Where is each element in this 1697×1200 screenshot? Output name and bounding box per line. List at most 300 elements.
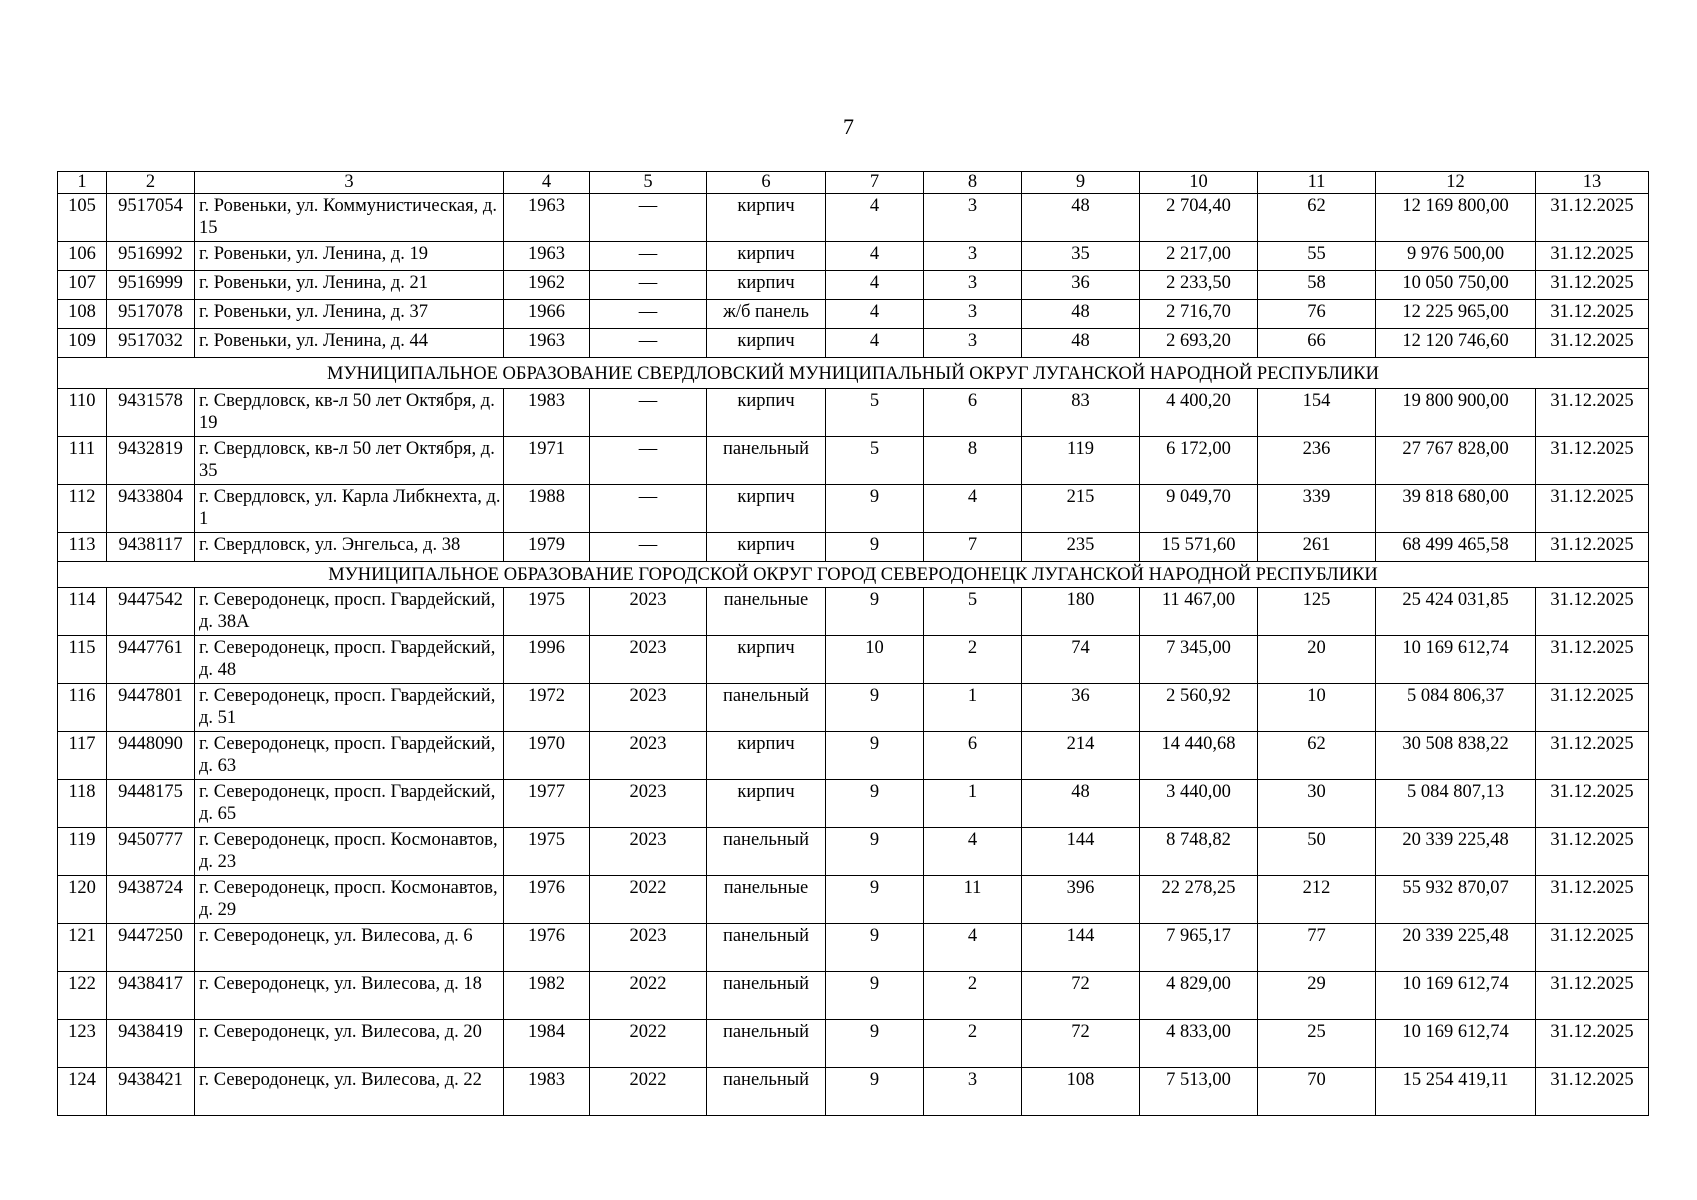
residents-cell: 212 bbox=[1258, 876, 1376, 924]
residents-cell: 30 bbox=[1258, 780, 1376, 828]
overhaul-year-cell: 2023 bbox=[590, 924, 707, 972]
table-row bbox=[58, 828, 1649, 876]
residents-cell: 261 bbox=[1258, 533, 1376, 562]
row-number-cell: 108 bbox=[58, 300, 107, 329]
build-year-cell: 1976 bbox=[504, 876, 590, 924]
residents-cell: 55 bbox=[1258, 242, 1376, 271]
row-number-cell: 124 bbox=[58, 1068, 107, 1116]
floors-cell: 9 bbox=[826, 485, 924, 533]
object-code-cell: 9516992 bbox=[107, 242, 195, 271]
object-code-cell: 9431578 bbox=[107, 389, 195, 437]
wall-material-cell: панельный bbox=[707, 972, 826, 1020]
deadline-cell: 31.12.2025 bbox=[1536, 732, 1649, 780]
table-row bbox=[58, 300, 1649, 329]
overhaul-year-cell: — bbox=[590, 329, 707, 358]
deadline-cell: 31.12.2025 bbox=[1536, 828, 1649, 876]
overhaul-year-cell: 2022 bbox=[590, 1020, 707, 1068]
wall-material-cell: кирпич bbox=[707, 732, 826, 780]
entrances-cell: 3 bbox=[924, 329, 1022, 358]
cost-cell: 20 339 225,48 bbox=[1376, 924, 1536, 972]
address-cell: г. Северодонецк, ул. Вилесова, д. 20 bbox=[195, 1020, 504, 1068]
overhaul-year-cell: — bbox=[590, 389, 707, 437]
area-cell: 7 965,17 bbox=[1140, 924, 1258, 972]
apartments-cell: 235 bbox=[1022, 533, 1140, 562]
area-cell: 2 693,20 bbox=[1140, 329, 1258, 358]
column-header: 2 bbox=[107, 172, 195, 194]
floors-cell: 4 bbox=[826, 194, 924, 242]
row-number-cell: 112 bbox=[58, 485, 107, 533]
address-cell: г. Северодонецк, ул. Вилесова, д. 18 bbox=[195, 972, 504, 1020]
entrances-cell: 7 bbox=[924, 533, 1022, 562]
build-year-cell: 1979 bbox=[504, 533, 590, 562]
section-heading-row bbox=[58, 562, 1649, 588]
build-year-cell: 1996 bbox=[504, 636, 590, 684]
address-cell: г. Свердловск, кв-л 50 лет Октября, д. 35 bbox=[195, 437, 504, 485]
floors-cell: 9 bbox=[826, 533, 924, 562]
table-row bbox=[58, 924, 1649, 972]
build-year-cell: 1963 bbox=[504, 194, 590, 242]
section-heading: МУНИЦИПАЛЬНОЕ ОБРАЗОВАНИЕ ГОРОДСКОЙ ОКРУГ ГОРОД СЕВЕРОДОНЕЦК ЛУГАНСКОЙ НАРОДНОЙ РЕСПУБЛИКИ bbox=[58, 562, 1649, 588]
column-header: 12 bbox=[1376, 172, 1536, 194]
cost-cell: 10 050 750,00 bbox=[1376, 271, 1536, 300]
address-cell: г. Ровеньки, ул. Ленина, д. 21 bbox=[195, 271, 504, 300]
overhaul-year-cell: — bbox=[590, 242, 707, 271]
address-cell: г. Северодонецк, просп. Гвардейский, д. 48 bbox=[195, 636, 504, 684]
address-cell: г. Северодонецк, просп. Гвардейский, д. 63 bbox=[195, 732, 504, 780]
build-year-cell: 1966 bbox=[504, 300, 590, 329]
wall-material-cell: ж/б панель bbox=[707, 300, 826, 329]
floors-cell: 9 bbox=[826, 588, 924, 636]
entrances-cell: 3 bbox=[924, 271, 1022, 300]
entrances-cell: 2 bbox=[924, 1020, 1022, 1068]
deadline-cell: 31.12.2025 bbox=[1536, 972, 1649, 1020]
table-row bbox=[58, 1068, 1649, 1116]
residents-cell: 70 bbox=[1258, 1068, 1376, 1116]
deadline-cell: 31.12.2025 bbox=[1536, 437, 1649, 485]
residents-cell: 20 bbox=[1258, 636, 1376, 684]
object-code-cell: 9438417 bbox=[107, 972, 195, 1020]
entrances-cell: 8 bbox=[924, 437, 1022, 485]
wall-material-cell: кирпич bbox=[707, 271, 826, 300]
wall-material-cell: кирпич bbox=[707, 780, 826, 828]
residents-cell: 77 bbox=[1258, 924, 1376, 972]
overhaul-year-cell: 2023 bbox=[590, 828, 707, 876]
wall-material-cell: кирпич bbox=[707, 389, 826, 437]
deadline-cell: 31.12.2025 bbox=[1536, 780, 1649, 828]
residents-cell: 125 bbox=[1258, 588, 1376, 636]
wall-material-cell: панельный bbox=[707, 924, 826, 972]
area-cell: 9 049,70 bbox=[1140, 485, 1258, 533]
deadline-cell: 31.12.2025 bbox=[1536, 389, 1649, 437]
cost-cell: 19 800 900,00 bbox=[1376, 389, 1536, 437]
apartments-cell: 83 bbox=[1022, 389, 1140, 437]
column-header: 6 bbox=[707, 172, 826, 194]
table-row bbox=[58, 242, 1649, 271]
entrances-cell: 1 bbox=[924, 780, 1022, 828]
residents-cell: 58 bbox=[1258, 271, 1376, 300]
floors-cell: 10 bbox=[826, 636, 924, 684]
area-cell: 4 400,20 bbox=[1140, 389, 1258, 437]
entrances-cell: 2 bbox=[924, 972, 1022, 1020]
area-cell: 6 172,00 bbox=[1140, 437, 1258, 485]
cost-cell: 30 508 838,22 bbox=[1376, 732, 1536, 780]
cost-cell: 68 499 465,58 bbox=[1376, 533, 1536, 562]
deadline-cell: 31.12.2025 bbox=[1536, 194, 1649, 242]
deadline-cell: 31.12.2025 bbox=[1536, 485, 1649, 533]
wall-material-cell: панельный bbox=[707, 1020, 826, 1068]
build-year-cell: 1983 bbox=[504, 1068, 590, 1116]
overhaul-year-cell: — bbox=[590, 194, 707, 242]
wall-material-cell: кирпич bbox=[707, 485, 826, 533]
address-cell: г. Северодонецк, просп. Гвардейский, д. 65 bbox=[195, 780, 504, 828]
table-row bbox=[58, 684, 1649, 732]
object-code-cell: 9447542 bbox=[107, 588, 195, 636]
table-row bbox=[58, 329, 1649, 358]
entrances-cell: 3 bbox=[924, 242, 1022, 271]
object-code-cell: 9517054 bbox=[107, 194, 195, 242]
floors-cell: 4 bbox=[826, 300, 924, 329]
deadline-cell: 31.12.2025 bbox=[1536, 271, 1649, 300]
row-number-cell: 121 bbox=[58, 924, 107, 972]
apartments-cell: 36 bbox=[1022, 271, 1140, 300]
deadline-cell: 31.12.2025 bbox=[1536, 242, 1649, 271]
row-number-cell: 114 bbox=[58, 588, 107, 636]
deadline-cell: 31.12.2025 bbox=[1536, 684, 1649, 732]
row-number-cell: 122 bbox=[58, 972, 107, 1020]
entrances-cell: 4 bbox=[924, 828, 1022, 876]
apartments-cell: 214 bbox=[1022, 732, 1140, 780]
column-header: 7 bbox=[826, 172, 924, 194]
residents-cell: 339 bbox=[1258, 485, 1376, 533]
area-cell: 2 233,50 bbox=[1140, 271, 1258, 300]
deadline-cell: 31.12.2025 bbox=[1536, 329, 1649, 358]
entrances-cell: 6 bbox=[924, 732, 1022, 780]
object-code-cell: 9447761 bbox=[107, 636, 195, 684]
apartments-cell: 144 bbox=[1022, 924, 1140, 972]
residents-cell: 236 bbox=[1258, 437, 1376, 485]
floors-cell: 4 bbox=[826, 271, 924, 300]
column-header: 3 bbox=[195, 172, 504, 194]
table-row bbox=[58, 588, 1649, 636]
entrances-cell: 11 bbox=[924, 876, 1022, 924]
overhaul-year-cell: — bbox=[590, 485, 707, 533]
overhaul-year-cell: 2023 bbox=[590, 780, 707, 828]
table-row bbox=[58, 194, 1649, 242]
wall-material-cell: кирпич bbox=[707, 329, 826, 358]
row-number-cell: 113 bbox=[58, 533, 107, 562]
address-cell: г. Северодонецк, ул. Вилесова, д. 22 bbox=[195, 1068, 504, 1116]
registry-body bbox=[58, 194, 1649, 1116]
column-header: 8 bbox=[924, 172, 1022, 194]
floors-cell: 9 bbox=[826, 876, 924, 924]
apartments-cell: 396 bbox=[1022, 876, 1140, 924]
floors-cell: 9 bbox=[826, 780, 924, 828]
object-code-cell: 9448090 bbox=[107, 732, 195, 780]
apartments-cell: 144 bbox=[1022, 828, 1140, 876]
address-cell: г. Северодонецк, просп. Космонавтов, д. 29 bbox=[195, 876, 504, 924]
cost-cell: 5 084 807,13 bbox=[1376, 780, 1536, 828]
area-cell: 2 704,40 bbox=[1140, 194, 1258, 242]
wall-material-cell: кирпич bbox=[707, 636, 826, 684]
housing-registry-table bbox=[57, 171, 1649, 1116]
row-number-cell: 107 bbox=[58, 271, 107, 300]
cost-cell: 9 976 500,00 bbox=[1376, 242, 1536, 271]
cost-cell: 12 120 746,60 bbox=[1376, 329, 1536, 358]
wall-material-cell: панельный bbox=[707, 828, 826, 876]
apartments-cell: 48 bbox=[1022, 300, 1140, 329]
column-header: 4 bbox=[504, 172, 590, 194]
table-row bbox=[58, 485, 1649, 533]
wall-material-cell: кирпич bbox=[707, 533, 826, 562]
residents-cell: 62 bbox=[1258, 732, 1376, 780]
deadline-cell: 31.12.2025 bbox=[1536, 876, 1649, 924]
table-row bbox=[58, 732, 1649, 780]
apartments-cell: 48 bbox=[1022, 780, 1140, 828]
apartments-cell: 215 bbox=[1022, 485, 1140, 533]
overhaul-year-cell: 2023 bbox=[590, 732, 707, 780]
apartments-cell: 119 bbox=[1022, 437, 1140, 485]
wall-material-cell: панельный bbox=[707, 1068, 826, 1116]
object-code-cell: 9517078 bbox=[107, 300, 195, 329]
deadline-cell: 31.12.2025 bbox=[1536, 533, 1649, 562]
deadline-cell: 31.12.2025 bbox=[1536, 636, 1649, 684]
wall-material-cell: кирпич bbox=[707, 194, 826, 242]
entrances-cell: 6 bbox=[924, 389, 1022, 437]
address-cell: г. Северодонецк, просп. Гвардейский, д. 51 bbox=[195, 684, 504, 732]
wall-material-cell: панельные bbox=[707, 588, 826, 636]
cost-cell: 5 084 806,37 bbox=[1376, 684, 1536, 732]
cost-cell: 12 169 800,00 bbox=[1376, 194, 1536, 242]
overhaul-year-cell: — bbox=[590, 271, 707, 300]
apartments-cell: 74 bbox=[1022, 636, 1140, 684]
page-number: 7 bbox=[843, 114, 854, 139]
residents-cell: 66 bbox=[1258, 329, 1376, 358]
address-cell: г. Ровеньки, ул. Ленина, д. 44 bbox=[195, 329, 504, 358]
build-year-cell: 1976 bbox=[504, 924, 590, 972]
row-number-cell: 105 bbox=[58, 194, 107, 242]
area-cell: 2 217,00 bbox=[1140, 242, 1258, 271]
column-header: 9 bbox=[1022, 172, 1140, 194]
apartments-cell: 108 bbox=[1022, 1068, 1140, 1116]
wall-material-cell: кирпич bbox=[707, 242, 826, 271]
area-cell: 8 748,82 bbox=[1140, 828, 1258, 876]
address-cell: г. Северодонецк, просп. Космонавтов, д. 23 bbox=[195, 828, 504, 876]
object-code-cell: 9438724 bbox=[107, 876, 195, 924]
build-year-cell: 1977 bbox=[504, 780, 590, 828]
area-cell: 4 833,00 bbox=[1140, 1020, 1258, 1068]
overhaul-year-cell: 2022 bbox=[590, 1068, 707, 1116]
apartments-cell: 36 bbox=[1022, 684, 1140, 732]
row-number-cell: 119 bbox=[58, 828, 107, 876]
build-year-cell: 1975 bbox=[504, 588, 590, 636]
entrances-cell: 3 bbox=[924, 1068, 1022, 1116]
cost-cell: 27 767 828,00 bbox=[1376, 437, 1536, 485]
column-header: 10 bbox=[1140, 172, 1258, 194]
cost-cell: 10 169 612,74 bbox=[1376, 1020, 1536, 1068]
deadline-cell: 31.12.2025 bbox=[1536, 300, 1649, 329]
entrances-cell: 4 bbox=[924, 485, 1022, 533]
cost-cell: 10 169 612,74 bbox=[1376, 972, 1536, 1020]
cost-cell: 15 254 419,11 bbox=[1376, 1068, 1536, 1116]
area-cell: 3 440,00 bbox=[1140, 780, 1258, 828]
area-cell: 7 513,00 bbox=[1140, 1068, 1258, 1116]
floors-cell: 4 bbox=[826, 242, 924, 271]
entrances-cell: 5 bbox=[924, 588, 1022, 636]
entrances-cell: 3 bbox=[924, 300, 1022, 329]
floors-cell: 5 bbox=[826, 437, 924, 485]
wall-material-cell: панельный bbox=[707, 684, 826, 732]
floors-cell: 9 bbox=[826, 1068, 924, 1116]
build-year-cell: 1970 bbox=[504, 732, 590, 780]
row-number-cell: 118 bbox=[58, 780, 107, 828]
apartments-cell: 35 bbox=[1022, 242, 1140, 271]
object-code-cell: 9438421 bbox=[107, 1068, 195, 1116]
apartments-cell: 180 bbox=[1022, 588, 1140, 636]
table-row bbox=[58, 437, 1649, 485]
cost-cell: 39 818 680,00 bbox=[1376, 485, 1536, 533]
table-row bbox=[58, 780, 1649, 828]
build-year-cell: 1975 bbox=[504, 828, 590, 876]
build-year-cell: 1982 bbox=[504, 972, 590, 1020]
area-cell: 2 560,92 bbox=[1140, 684, 1258, 732]
overhaul-year-cell: 2022 bbox=[590, 876, 707, 924]
row-number-cell: 120 bbox=[58, 876, 107, 924]
area-cell: 4 829,00 bbox=[1140, 972, 1258, 1020]
row-number-cell: 111 bbox=[58, 437, 107, 485]
apartments-cell: 72 bbox=[1022, 972, 1140, 1020]
residents-cell: 29 bbox=[1258, 972, 1376, 1020]
overhaul-year-cell: — bbox=[590, 300, 707, 329]
overhaul-year-cell: 2023 bbox=[590, 636, 707, 684]
cost-cell: 55 932 870,07 bbox=[1376, 876, 1536, 924]
table-row bbox=[58, 972, 1649, 1020]
overhaul-year-cell: 2022 bbox=[590, 972, 707, 1020]
object-code-cell: 9448175 bbox=[107, 780, 195, 828]
object-code-cell: 9517032 bbox=[107, 329, 195, 358]
overhaul-year-cell: 2023 bbox=[590, 588, 707, 636]
object-code-cell: 9516999 bbox=[107, 271, 195, 300]
column-header: 5 bbox=[590, 172, 707, 194]
row-number-cell: 109 bbox=[58, 329, 107, 358]
apartments-cell: 72 bbox=[1022, 1020, 1140, 1068]
build-year-cell: 1972 bbox=[504, 684, 590, 732]
overhaul-year-cell: — bbox=[590, 437, 707, 485]
object-code-cell: 9438419 bbox=[107, 1020, 195, 1068]
floors-cell: 9 bbox=[826, 972, 924, 1020]
deadline-cell: 31.12.2025 bbox=[1536, 1068, 1649, 1116]
object-code-cell: 9438117 bbox=[107, 533, 195, 562]
floors-cell: 9 bbox=[826, 732, 924, 780]
build-year-cell: 1963 bbox=[504, 329, 590, 358]
area-cell: 15 571,60 bbox=[1140, 533, 1258, 562]
object-code-cell: 9432819 bbox=[107, 437, 195, 485]
object-code-cell: 9450777 bbox=[107, 828, 195, 876]
floors-cell: 9 bbox=[826, 924, 924, 972]
table-row bbox=[58, 876, 1649, 924]
build-year-cell: 1988 bbox=[504, 485, 590, 533]
build-year-cell: 1971 bbox=[504, 437, 590, 485]
section-heading-row bbox=[58, 358, 1649, 389]
build-year-cell: 1963 bbox=[504, 242, 590, 271]
table-row bbox=[58, 1020, 1649, 1068]
area-cell: 2 716,70 bbox=[1140, 300, 1258, 329]
address-cell: г. Ровеньки, ул. Ленина, д. 37 bbox=[195, 300, 504, 329]
section-heading: МУНИЦИПАЛЬНОЕ ОБРАЗОВАНИЕ СВЕРДЛОВСКИЙ МУНИЦИПАЛЬНЫЙ ОКРУГ ЛУГАНСКОЙ НАРОДНОЙ РЕСПУБЛИКИ bbox=[58, 358, 1649, 389]
row-number-cell: 110 bbox=[58, 389, 107, 437]
residents-cell: 50 bbox=[1258, 828, 1376, 876]
object-code-cell: 9447801 bbox=[107, 684, 195, 732]
residents-cell: 154 bbox=[1258, 389, 1376, 437]
area-cell: 14 440,68 bbox=[1140, 732, 1258, 780]
column-number-row bbox=[58, 172, 1649, 194]
cost-cell: 20 339 225,48 bbox=[1376, 828, 1536, 876]
address-cell: г. Северодонецк, ул. Вилесова, д. 6 bbox=[195, 924, 504, 972]
table-row bbox=[58, 271, 1649, 300]
row-number-cell: 123 bbox=[58, 1020, 107, 1068]
address-cell: г. Ровеньки, ул. Ленина, д. 19 bbox=[195, 242, 504, 271]
build-year-cell: 1984 bbox=[504, 1020, 590, 1068]
address-cell: г. Свердловск, кв-л 50 лет Октября, д. 19 bbox=[195, 389, 504, 437]
floors-cell: 9 bbox=[826, 828, 924, 876]
column-header: 13 bbox=[1536, 172, 1649, 194]
column-header: 11 bbox=[1258, 172, 1376, 194]
address-cell: г. Свердловск, ул. Карла Либкнехта, д. 1 bbox=[195, 485, 504, 533]
entrances-cell: 3 bbox=[924, 194, 1022, 242]
cost-cell: 25 424 031,85 bbox=[1376, 588, 1536, 636]
object-code-cell: 9433804 bbox=[107, 485, 195, 533]
row-number-cell: 115 bbox=[58, 636, 107, 684]
floors-cell: 9 bbox=[826, 684, 924, 732]
deadline-cell: 31.12.2025 bbox=[1536, 924, 1649, 972]
deadline-cell: 31.12.2025 bbox=[1536, 1020, 1649, 1068]
area-cell: 11 467,00 bbox=[1140, 588, 1258, 636]
row-number-cell: 116 bbox=[58, 684, 107, 732]
overhaul-year-cell: — bbox=[590, 533, 707, 562]
address-cell: г. Северодонецк, просп. Гвардейский, д. 38А bbox=[195, 588, 504, 636]
residents-cell: 62 bbox=[1258, 194, 1376, 242]
residents-cell: 76 bbox=[1258, 300, 1376, 329]
address-cell: г. Ровеньки, ул. Коммунистическая, д. 15 bbox=[195, 194, 504, 242]
cost-cell: 12 225 965,00 bbox=[1376, 300, 1536, 329]
address-cell: г. Свердловск, ул. Энгельса, д. 38 bbox=[195, 533, 504, 562]
object-code-cell: 9447250 bbox=[107, 924, 195, 972]
build-year-cell: 1962 bbox=[504, 271, 590, 300]
floors-cell: 4 bbox=[826, 329, 924, 358]
row-number-cell: 106 bbox=[58, 242, 107, 271]
wall-material-cell: панельные bbox=[707, 876, 826, 924]
floors-cell: 9 bbox=[826, 1020, 924, 1068]
table-row bbox=[58, 533, 1649, 562]
entrances-cell: 4 bbox=[924, 924, 1022, 972]
area-cell: 22 278,25 bbox=[1140, 876, 1258, 924]
floors-cell: 5 bbox=[826, 389, 924, 437]
overhaul-year-cell: 2023 bbox=[590, 684, 707, 732]
wall-material-cell: панельный bbox=[707, 437, 826, 485]
table-row bbox=[58, 389, 1649, 437]
cost-cell: 10 169 612,74 bbox=[1376, 636, 1536, 684]
deadline-cell: 31.12.2025 bbox=[1536, 588, 1649, 636]
entrances-cell: 2 bbox=[924, 636, 1022, 684]
table-row bbox=[58, 636, 1649, 684]
apartments-cell: 48 bbox=[1022, 194, 1140, 242]
residents-cell: 25 bbox=[1258, 1020, 1376, 1068]
row-number-cell: 117 bbox=[58, 732, 107, 780]
apartments-cell: 48 bbox=[1022, 329, 1140, 358]
build-year-cell: 1983 bbox=[504, 389, 590, 437]
residents-cell: 10 bbox=[1258, 684, 1376, 732]
area-cell: 7 345,00 bbox=[1140, 636, 1258, 684]
column-header: 1 bbox=[58, 172, 107, 194]
